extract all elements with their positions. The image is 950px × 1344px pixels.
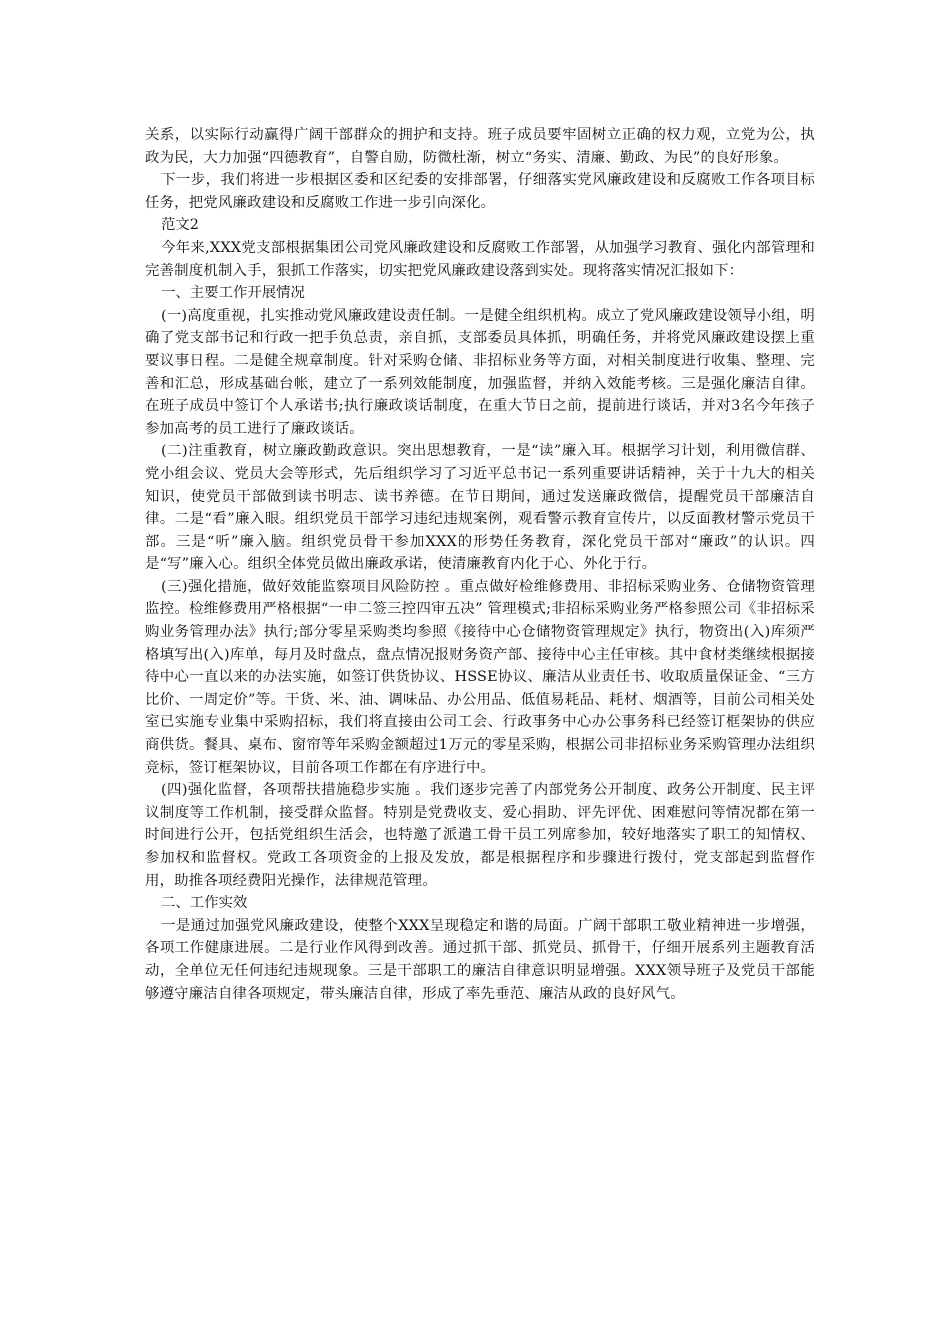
paragraph-continuation: 关系，以实际行动赢得广阔干部群众的拥护和支持。班子成员要牢固树立正确的权力观，立党为公，执政为民，大力加强“四德教育”，自警自励，防微杜渐，树立“务实、清廉、勤政、为民”的良好形象。 [145, 127, 815, 166]
paragraph-item-1: (一)高度重视，扎实推动党风廉政建设责任制。一是健全组织机构。成立了党风廉政建设领导小组，明确了党支部书记和行政一把手负总责，亲自抓，支部委员具体抓，明确任务，并将党风廉政建设摆上重要议事日程。二是健全规章制度。针对采购仓储、非招标业务等方面，对相关制度进行收集、整理、完善和汇总，形成基础台帐，建立了一系列效能制度，加强监督，并纳入效能考核。三是强化廉洁自律。在班子成员中签订个人承诺书;执行廉政谈话制度，在重大节日之前，提前进行谈话，并对3名今年孩子参加高考的员工进行了廉政谈话。 [145, 307, 815, 437]
section-heading-results: 二、工作实效 [161, 895, 248, 912]
paragraph-item-3: (三)强化措施，做好效能监察项目风险防控 。重点做好检维修费用、非招标采购业务、仓储物资管理监控。检维修费用严格根据“一申二签三控四审五决” 管理模式;非招标采购业务严格参照公司《非招标采购业务管理办法》执行;部分零星采购类均参照《接待中心仓储物资管理规定》执行，物资出(入)库须严格填写出(入)库单，每月及时盘点，盘点情况报财务资产部、接待中心主任审核。其中食材类继续根据接待中心一直以来的办法实施，如签订供货协议、HSSE协议、廉洁从业责任书、收取质量保证金、“三方比价、一周定价”等。干货、米、油、调味品、办公用品、低值易耗品、耗材、烟酒等，目前公司相关处室已实施专业集中采购招标，我们将直接由公司工会、行政事务中心办公事务科已经签订框架协的供应商供货。餐具、桌布、窗帘等年采购金额超过1万元的零星采购，根据公司非招标业务采购管理办法组织竞标，签订框架协议，目前各项工作都在有序进行中。 [145, 578, 815, 776]
paragraph-item-2: (二)注重教育，树立廉政勤政意识。突出思想教育，一是“读”廉入耳。根据学习计划，利用微信群、党小组会议、党员大会等形式，先后组织学习了习近平总书记一系列重要讲话精神，关于十九大的相关知识，使党员干部做到读书明志、读书养德。在节日期间，通过发送廉政微信，提醒党员干部廉洁自律。二是“看”廉入眼。组织党员干部学习违纪违规案例，观看警示教育宣传片，以反面教材警示党员干部。三是“听”廉入脑。组织党员骨干参加XXX的形势任务教育，深化党员干部对“廉政”的认识。四是“写”廉入心。组织全体党员做出廉政承诺，使清廉教育内化于心、外化于行。 [145, 443, 815, 573]
section-heading-main-work: 一、主要工作开展情况 [161, 285, 305, 302]
paragraph-results: 一是通过加强党风廉政建设，使整个XXX呈现稳定和谐的局面。广阔干部职工敬业精神进一步增强，各项工作健康进展。二是行业作风得到改善。通过抓干部、抓党员、抓骨干，仔细开展系列主题教育活动，全单位无任何违纪违规现象。三是干部职工的廉洁自律意识明显增强。XXX领导班子及党员干部能够遵守廉洁自律各项规定，带头廉洁自律，形成了率先垂范、廉洁从政的良好风气。 [145, 917, 815, 1002]
document-body [145, 124, 815, 1005]
paragraph-item-4: (四)强化监督，各项帮扶措施稳步实施 。我们逐步完善了内部党务公开制度、政务公开制度、民主评议制度等工作机制，接受群众监督。特别是党费收支、爱心捐助、评先评优、困难慰问等情况都在第一时间进行公开，包括党组织生活会，也特邀了派遣工骨干员工列席参加，较好地落实了职工的知情权、参加权和监督权。党政工各项资金的上报及发放，都是根据程序和步骤进行拨付，党支部起到监督作用，助推各项经费阳光操作，法律规范管理。 [145, 782, 815, 889]
sample-title: 范文2 [161, 217, 199, 234]
paragraph-next-step: 下一步，我们将进一步根据区委和区纪委的安排部署，仔细落实党风廉政建设和反腐败工作各项目标任务，把党风廉政建设和反腐败工作进一步引向深化。 [145, 172, 815, 211]
paragraph-intro: 今年来,XXX党支部根据集团公司党风廉政建设和反腐败工作部署，从加强学习教育、强化内部管理和完善制度机制入手，狠抓工作落实，切实把党风廉政建设落到实处。现将落实情况汇报如下： [145, 239, 815, 279]
